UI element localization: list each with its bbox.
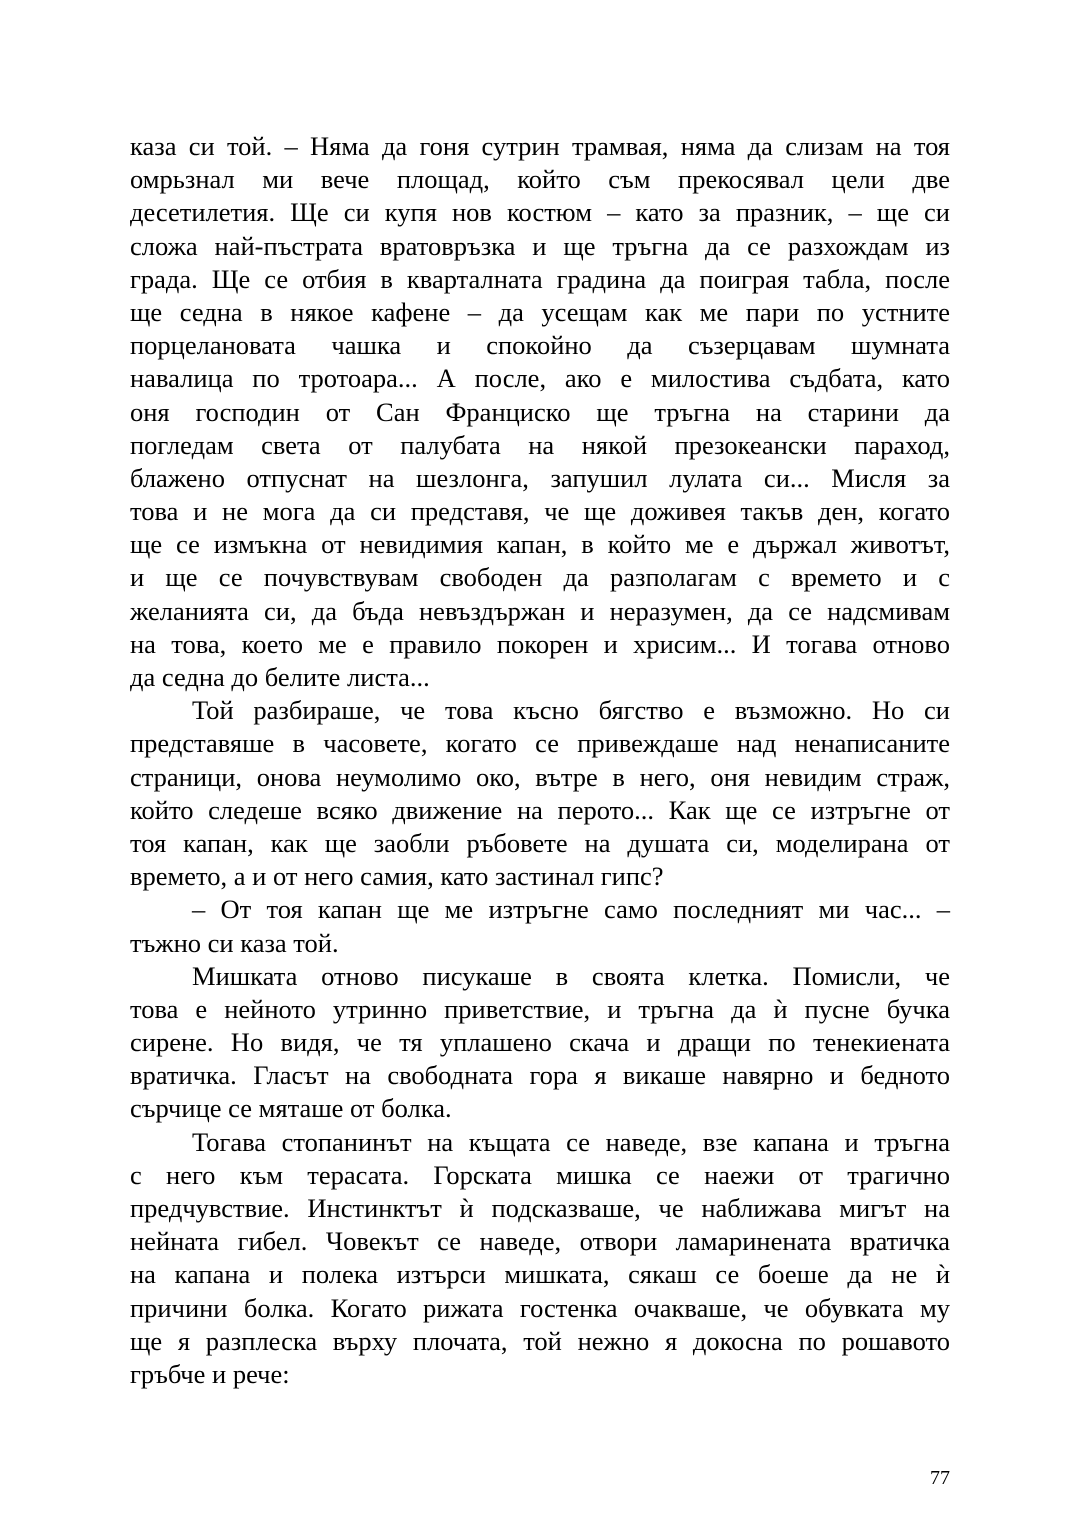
text-line: сърчице се мяташе от болка. [130,1093,452,1124]
text-line: Мишката отново писукаше в своята клетка. Помисли, че [192,960,950,991]
text-line: страници, онова неумолимо око, вътре в него, оня невидим страж, [130,761,950,792]
text-line: и ще се почувствувам свободен да разполагам с времето и с [130,562,950,593]
body-text [130,130,950,1391]
text-line: на капана и полека изтърси мишката, сякаш се боеше да не ѝ [130,1259,950,1290]
paragraph [130,694,950,893]
text-line: омрьзнал ми вече площад, който съм прекосявал цели две [130,164,950,195]
text-line: тъжно си каза той. [130,927,339,958]
text-line: Тогава стопанинът на къщата се наведе, взе капана и тръгна [192,1126,950,1157]
text-line: ще се измъкна от невидимия капан, в който ме е държал животът, [130,529,950,560]
text-line: причини болка. Когато рижата гостенка очакваше, че обувката му [130,1292,950,1323]
text-line: десетилетия. Ще си купя нов костюм – като за празник, – ще си [130,197,950,228]
text-line: нейната гибел. Човекът се наведе, отвори ламаринената вратичка [130,1226,950,1257]
text-line: Той разбираше, че това късно бягство е възможно. Но си [192,695,950,726]
paragraph [130,893,950,959]
text-line: времето, а и от него самия, като застинал гипс? [130,861,664,892]
text-line: каза си той. – Няма да гоня сутрин трамвая, няма да слизам на тоя [130,131,950,161]
text-line: с него към терасата. Горската мишка се наежи от трагично [130,1159,950,1190]
text-line: това е нейното утринно приветствие, и тръгна да ѝ пусне бучка [130,993,950,1024]
text-line: порцелановата чашка и спокойно да съзерцавам шумната [130,330,950,361]
text-line: да седна до белите листа... [130,662,430,692]
text-line: който следеше всяко движение на перото... Как ще се изтръгне от [130,794,950,825]
text-line: предчувствие. Инстинктът ѝ подсказваше, че наближава мигът на [130,1193,950,1223]
text-line: гръбче и рече: [130,1358,290,1389]
text-line: на това, което ме е правило покорен и хрисим... И тогава отново [130,628,950,659]
text-line: блажено отпуснат на шезлонга, запушил лулата си... Мисля за [130,462,950,493]
text-line: – От тоя капан ще ме изтръгне само последният ми час... – [192,894,950,925]
paragraph [130,960,950,1126]
text-line: сложа най-пъстрата вратовръзка и ще тръгна да се разхождам из [130,230,950,261]
text-line: тоя капан, как ще заобли ръбовете на душата си, моделирана от [130,827,950,858]
paragraph [130,130,950,694]
text-line: сирене. Но видя, че тя уплашено скача и дращи по тенекиената [130,1027,950,1058]
text-line: ще я разплеска върху плочата, той нежно я докосна по рошавото [130,1325,950,1356]
text-line: града. Ще се отбия в кварталната градина да поиграя табла, после [130,263,950,294]
text-line: оня господин от Сан Франциско ще тръгна на старини да [130,396,950,427]
page-number: 77 [930,1467,950,1489]
text-line: ще седна в някое кафене – да усещам как ме пари по устните [130,296,950,327]
paragraph [130,1126,950,1392]
text-line: навалица по тротоара... А после, ако е милостива съдбата, като [130,363,950,394]
text-line: това и не мога да си представя, че ще доживея такъв ден, когато [130,496,950,527]
text-line: желанията си, да бъда невъздържан и неразумен, да се надсмивам [130,595,950,626]
text-line: вратичка. Гласът на свободната гора я викаше навярно и бедното [130,1060,950,1091]
text-line: представяше в часовете, когато се привеждаше над ненаписаните [130,728,950,759]
text-line: погледам света от палубата на някой презокеански параход, [130,429,950,460]
